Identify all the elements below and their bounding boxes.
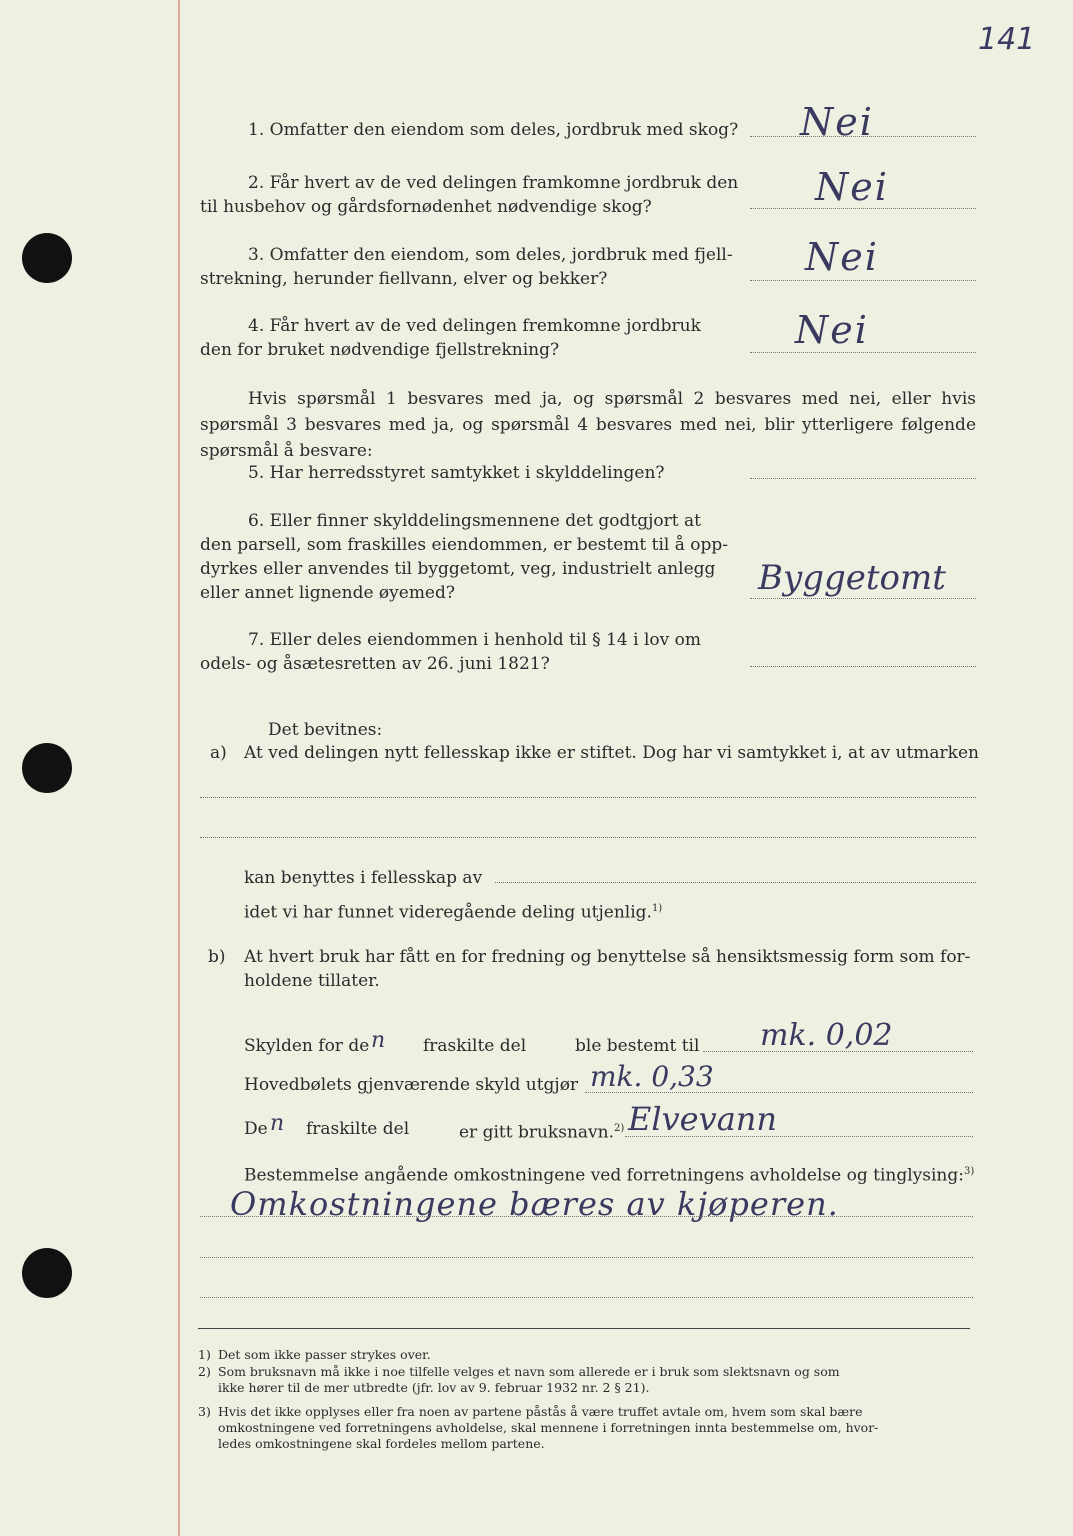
skyld-value: mk. 0,02 (760, 1018, 893, 1053)
fill-line (703, 1051, 973, 1052)
omkostninger-label-text: Bestemmelse angående omkostningene ved forretningens avholdelse og tinglysing: (244, 1165, 964, 1186)
punch-hole (22, 233, 72, 283)
fill-line (200, 837, 976, 838)
skyld-label: Skylden for de (244, 1036, 370, 1056)
question-4 (200, 314, 748, 362)
skyld-fraskilte: fraskilte del (423, 1036, 527, 1056)
item-b-label: b) (208, 947, 226, 967)
question-num: 6. (248, 511, 265, 531)
idet-text (244, 897, 662, 925)
question-num: 2. (248, 173, 265, 193)
question-3 (200, 243, 748, 291)
answer-line (750, 478, 976, 479)
question-text-line3: dyrkes eller anvendes til byggetomt, veg, industrielt anlegg (200, 559, 716, 579)
punch-hole (22, 743, 72, 793)
kan-benyttes-text: kan benyttes i fellesskap av (244, 868, 483, 888)
item-b-line1: At hvert bruk har fått en for fredning og benyttelse så hensiktsmessig form som for- (244, 947, 971, 967)
answer-q3: Nei (805, 235, 879, 279)
page-number: 141 (978, 22, 1036, 57)
question-1 (200, 118, 748, 142)
question-text-line2: til husbehov og gårdsfornødenhet nødvendige skog? (200, 197, 652, 217)
footnote-mark: 3) (198, 1404, 211, 1419)
fill-line (495, 882, 976, 883)
question-text-line1: Får hvert av de ved delingen fremkomne jordbruk (269, 316, 701, 336)
omkostninger-value: Omkostningene bæres av kjøperen. (230, 1185, 839, 1223)
question-text-line4: eller annet lignende øyemed? (200, 583, 455, 603)
fill-line (200, 1257, 973, 1258)
item-a-text: At ved delingen nytt fellesskap ikke er stiftet. Dog har vi samtykket i, at av utmarken (244, 743, 979, 763)
fill-line (200, 1297, 973, 1298)
question-text: Omfatter den eiendom som deles, jordbruk med skog? (269, 120, 739, 140)
question-text-line1: Eller finner skylddelingsmennene det godtgjort at (269, 511, 701, 531)
fill-line (625, 1136, 973, 1137)
question-text-line2: odels- og åsætesretten av 26. juni 1821? (200, 654, 550, 674)
idet-text-body: idet vi har funnet videregående deling utjenlig. (244, 902, 652, 923)
skyld-hand-n: n (371, 1028, 386, 1053)
question-text-line1: Får hvert av de ved delingen framkomne jordbruk den (269, 173, 739, 193)
footnote-2 (198, 1364, 976, 1396)
question-text: Har herredsstyret samtykket i skylddelingen? (269, 463, 665, 483)
bruksnavn-fraskilte: fraskilte del (306, 1119, 410, 1139)
footnote-mark: 2) (198, 1364, 211, 1379)
bruksnavn-hand-n: n (270, 1111, 285, 1136)
answer-q4: Nei (795, 308, 869, 352)
footnote-ref: 3) (963, 1166, 975, 1177)
question-text-line2: den parsell, som fraskilles eiendommen, er bestemt til å opp- (200, 535, 729, 555)
question-2 (200, 171, 748, 219)
item-a-label: a) (210, 743, 227, 763)
answer-q1: Nei (800, 100, 874, 144)
question-num: 7. (248, 630, 265, 650)
footnote-text-line2: omkostningene ved forretningens avholdelse, skal mennene i forretningen innta bestemmelse om, hvor- (218, 1420, 879, 1435)
footnote-1 (198, 1347, 976, 1363)
footnote-text-line1: Hvis det ikke opplyses eller fra noen av partene påstås å være truffet avtale om, hvem som skal bære (218, 1404, 863, 1419)
footnote-ref: 2) (614, 1123, 625, 1134)
fill-line (200, 797, 976, 798)
answer-line (750, 208, 976, 209)
skyld-bestemt: ble bestemt til (575, 1036, 700, 1056)
answer-line (750, 598, 976, 599)
bevitnes-heading: Det bevitnes: (268, 720, 383, 740)
item-b-line2: holdene tillater. (244, 971, 380, 991)
answer-q2: Nei (815, 165, 889, 209)
margin-rule (178, 0, 180, 1536)
footnote-ref: 1) (651, 903, 663, 914)
answer-line (750, 666, 976, 667)
question-text-line2: den for bruket nødvendige fjellstrekning? (200, 340, 560, 360)
question-7 (200, 628, 748, 676)
question-num: 4. (248, 316, 265, 336)
omkostninger-label (244, 1160, 974, 1188)
bruksnavn-value: Elvevann (628, 1100, 777, 1138)
bruksnavn-label-text: er gitt bruksnavn. (459, 1122, 615, 1143)
answer-line (750, 136, 976, 137)
question-5 (200, 461, 748, 485)
fill-line (200, 1216, 973, 1217)
fill-line (585, 1092, 973, 1093)
answer-line (750, 352, 976, 353)
question-num: 1. (248, 120, 265, 140)
bruksnavn-de: De (244, 1119, 268, 1139)
footnote-text-line2: ikke hører til de mer utbredte (jfr. lov av 9. februar 1932 nr. 2 § 21). (218, 1380, 650, 1395)
question-num: 3. (248, 245, 265, 265)
bruksnavn-label (459, 1117, 624, 1145)
question-num: 5. (248, 463, 265, 483)
question-6 (200, 509, 748, 605)
conditional-paragraph: Hvis spørsmål 1 besvares med ja, og spørsmål 2 besvares med nei, eller hvis spørsmål 3 besvares med ja, og spørsmål 4 besvares med nei, blir ytterligere følgende spørsmål å besvare: (200, 389, 976, 461)
footnote-mark: 1) (198, 1347, 211, 1362)
footnote-3 (198, 1404, 976, 1452)
question-text-line1: Eller deles eiendommen i henhold til § 14 i lov om (269, 630, 701, 650)
footnote-text-line3: ledes omkostningene skal fordeles mellom partene. (218, 1436, 545, 1451)
hovedbol-value: mk. 0,33 (590, 1060, 714, 1093)
footnote-text-line1: Som bruksnavn må ikke i noe tilfelle velges et navn som allerede er i bruk som slektsnavn og som (218, 1364, 840, 1379)
footnote-divider (198, 1328, 970, 1329)
answer-line (750, 280, 976, 281)
hovedbol-label: Hovedbølets gjenværende skyld utgjør (244, 1075, 579, 1095)
question-text-line2: strekning, herunder fiellvann, elver og bekker? (200, 269, 608, 289)
punch-hole (22, 1248, 72, 1298)
answer-q6: Byggetomt (758, 558, 946, 598)
footnote-text: Det som ikke passer strykes over. (218, 1347, 431, 1362)
question-text-line1: Omfatter den eiendom, som deles, jordbruk med fjell- (269, 245, 733, 265)
